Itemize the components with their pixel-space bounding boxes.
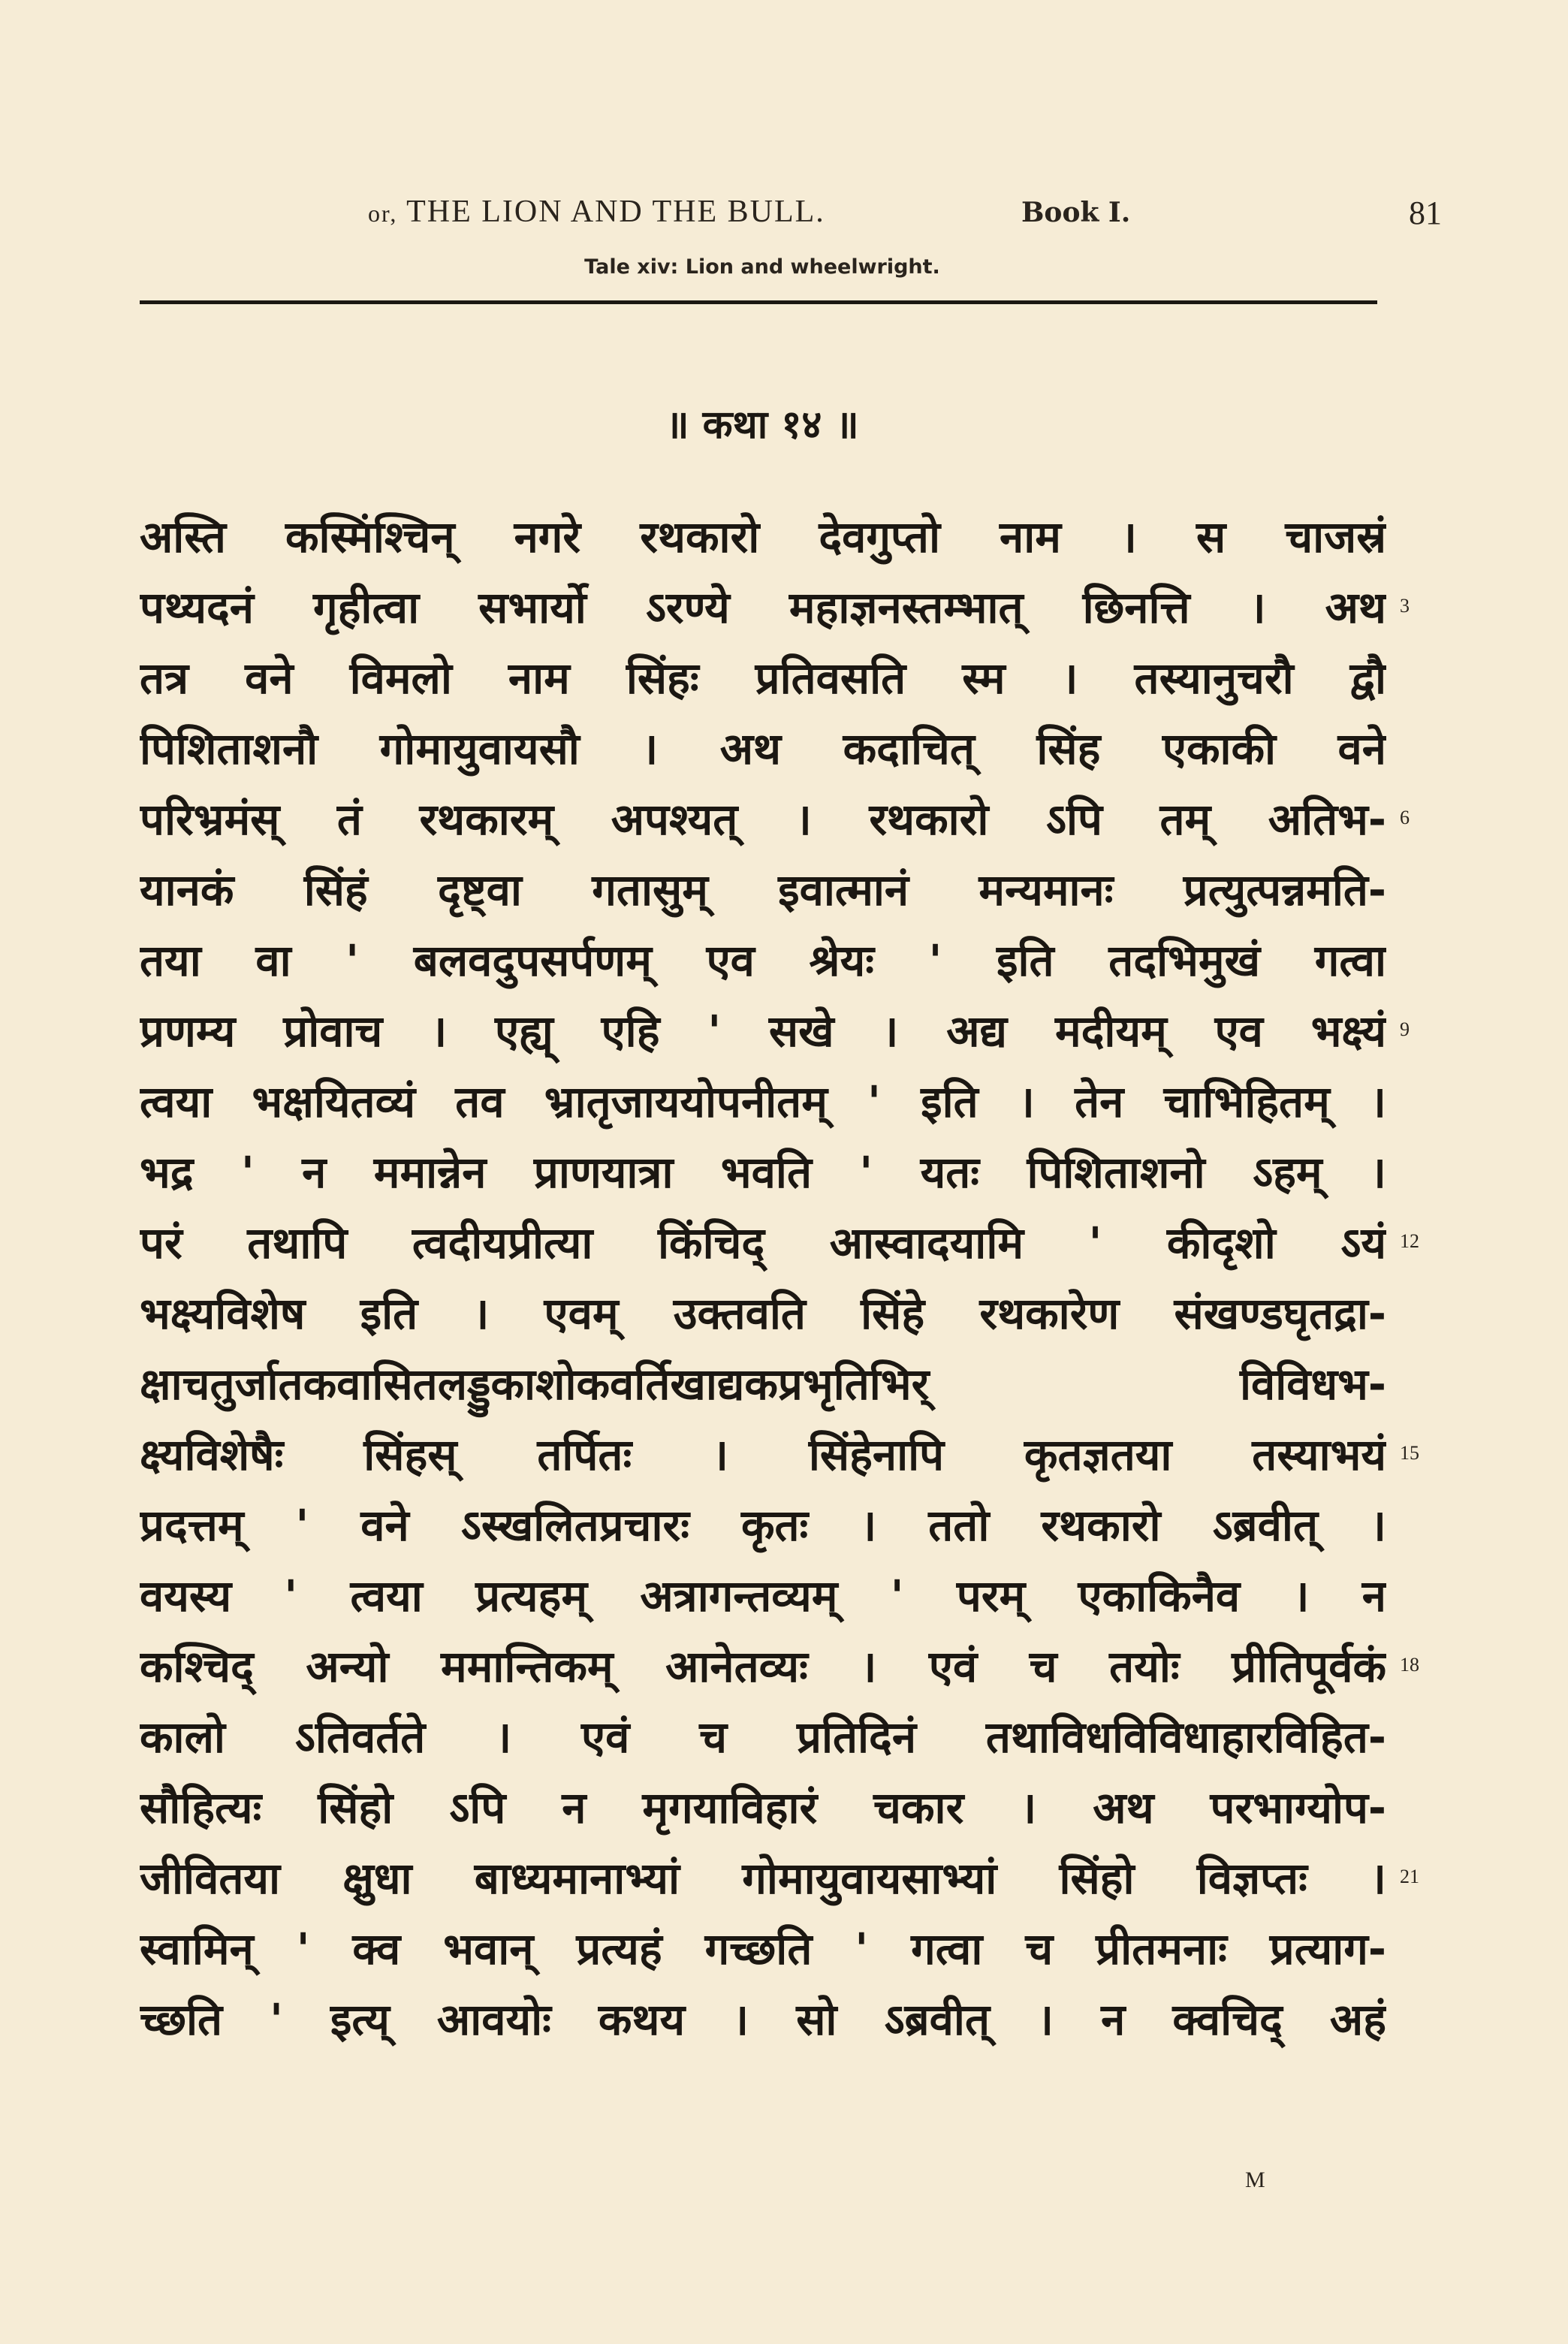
line-text: क्ष्यविशेषैः सिंहस् तर्पितः । सिंहेनापि कृतज्ञतया तस्याभयं <box>140 1429 1386 1480</box>
text-line <box>140 643 1395 713</box>
line-number: 12 <box>1400 1230 1419 1252</box>
text-line <box>140 1066 1395 1137</box>
text-line <box>140 996 1410 1066</box>
line-text: क्षाचतुर्जातकवासितलड्डुकाशोकवर्तिखाद्यकप्रभृतिभिर् विविधभ- <box>140 1359 1386 1410</box>
text-line <box>140 855 1395 925</box>
line-text: भक्ष्यविशेष इति । एवम् उक्तवति सिंहे रथकारेण संखण्डघृतद्रा- <box>140 1288 1386 1339</box>
line-text: स्वामिन् ' क्व भवान् प्रत्यहं गच्छति ' गत्वा च प्रीतमनाः प्रत्याग- <box>140 1923 1386 1974</box>
text-line <box>140 1349 1395 1419</box>
sanskrit-text-body <box>140 502 1419 2055</box>
running-title-prefix: or, <box>368 200 398 227</box>
page-number: 81 <box>1409 195 1442 231</box>
tale-title: ॥ कथा १४ ॥ <box>665 403 859 448</box>
line-text: कश्चिद् अन्यो ममान्तिकम् आनेतव्यः । एवं च तयोः प्रीतिपूर्वकं <box>140 1641 1386 1692</box>
line-text: यानकं सिंहं दृष्ट्वा गतासुम् इवात्मानं मन्यमानः प्रत्युत्पन्नमति- <box>140 864 1386 916</box>
line-number: 15 <box>1400 1442 1419 1464</box>
text-line <box>140 713 1395 784</box>
line-text: अस्ति कस्मिंश्चिन् नगरे रथकारो देवगुप्तो नाम । स चाजस्रं <box>140 511 1386 563</box>
line-text: तत्र वने विमलो नाम सिंहः प्रतिवसति स्म । तस्यानुचरौ द्वौ <box>140 653 1386 704</box>
line-number: 21 <box>1400 1866 1419 1887</box>
signature-mark: M <box>1245 2168 1265 2192</box>
text-line <box>140 1984 1395 2055</box>
text-line <box>140 1914 1395 1984</box>
line-text: च्छति ' इत्य् आवयोः कथय । सो ऽब्रवीत् । न क्वचिद् अहं <box>140 1994 1386 2045</box>
line-text: प्रदत्तम् ' वने ऽस्खलितप्रचारः कृतः । ततो रथकारो ऽब्रवीत् । <box>140 1500 1386 1551</box>
text-line <box>140 1702 1395 1772</box>
text-line <box>140 502 1395 572</box>
tale-subtitle: Tale xiv: Lion and wheelwright. <box>584 255 940 279</box>
line-text: परिभ्रमंस् तं रथकारम् अपश्यत् । रथकारो ऽपि तम् अतिभ- <box>140 794 1386 845</box>
text-line <box>140 1843 1419 1914</box>
line-text: पिशिताशनौ गोमायुवायसौ । अथ कदाचित् सिंह एकाकी वने <box>140 723 1386 774</box>
text-line <box>140 1278 1395 1349</box>
line-text: पथ्यदनं गृहीत्वा सभार्यो ऽरण्ये महाज्ञनस्तम्भात् छिनत्ति । अथ <box>140 582 1386 633</box>
text-line <box>140 925 1395 996</box>
text-line <box>140 1490 1395 1561</box>
running-title-text: THE LION AND THE BULL. <box>406 195 825 229</box>
running-title <box>368 194 825 230</box>
line-text: तया वा ' बलवदुपसर्पणम् एव श्रेयः ' इति तदभिमुखं गत्वा <box>140 935 1386 986</box>
running-head <box>143 194 1442 239</box>
text-line <box>140 784 1410 855</box>
text-line <box>140 1772 1395 1843</box>
line-text: प्रणम्य प्रोवाच । एह्य् एहि ' सखे । अद्य मदीयम् एव भक्ष्यं <box>140 1006 1386 1057</box>
line-text: कालो ऽतिवर्तते । एवं च प्रतिदिनं तथाविधविविधाहारविहित- <box>140 1712 1386 1763</box>
line-text: भद्र ' न ममान्नेन प्राणयात्रा भवति ' यतः पिशिताशनो ऽहम् । <box>140 1147 1386 1198</box>
line-text: जीवितया क्षुधा बाध्यमानाभ्यां गोमायुवायसाभ्यां सिंहो विज्ञप्तः । <box>140 1853 1386 1904</box>
line-text: सौहित्यः सिंहो ऽपि न मृगयाविहारं चकार । अथ परभाग्योप- <box>140 1782 1386 1833</box>
line-text: वयस्य ' त्वया प्रत्यहम् अत्रागन्तव्यम् ' परम् एकाकिनैव । न <box>140 1570 1386 1621</box>
text-line <box>140 1137 1395 1208</box>
text-line <box>140 572 1410 643</box>
header-rule <box>140 300 1377 304</box>
line-number: 3 <box>1400 595 1410 617</box>
text-line <box>140 1419 1419 1490</box>
line-number: 6 <box>1400 807 1410 828</box>
text-line <box>140 1561 1395 1631</box>
text-line <box>140 1631 1419 1702</box>
line-text: परं तथापि त्वदीयप्रीत्या किंचिद् आस्वादयामि ' कीदृशो ऽयं <box>140 1217 1386 1269</box>
line-number: 9 <box>1400 1018 1410 1040</box>
line-text: त्वया भक्षयितव्यं तव भ्रातृजाययोपनीतम् ' इति । तेन चाभिहितम् । <box>140 1076 1386 1127</box>
text-line <box>140 1208 1419 1278</box>
book-label: Book I. <box>1021 197 1131 228</box>
line-number: 18 <box>1400 1654 1419 1676</box>
